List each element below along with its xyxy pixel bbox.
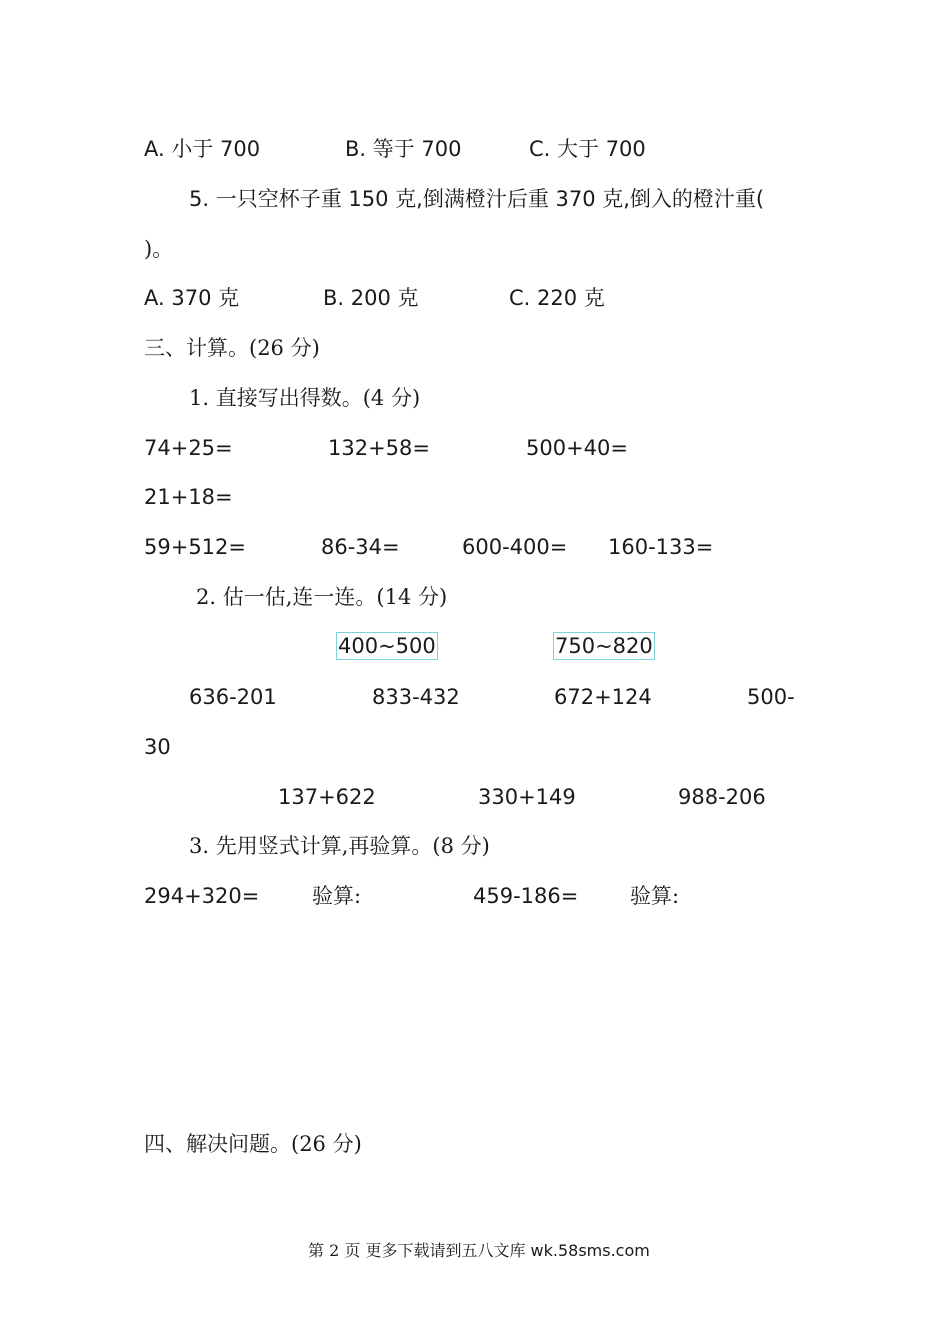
sub1-expr: 59+512= [144, 535, 246, 559]
q5-text-line2: )。 [144, 237, 174, 261]
q5-option-c: C. 220 克 [509, 286, 605, 310]
q4-option-b: B. 等于 700 [345, 137, 462, 161]
sub1-expr: 21+18= [144, 485, 233, 509]
sub3-expr2: 459-186= [473, 884, 579, 908]
q5-text-line1: 5. 一只空杯子重 150 克,倒满橙汁后重 370 克,倒入的橙汁重( [189, 187, 765, 211]
sub1-expr: 132+58= [328, 436, 430, 460]
footer [308, 1240, 650, 1262]
q4-option-a: A. 小于 700 [144, 137, 261, 161]
sub2-title: 2. 估一估,连一连。(14 分) [196, 585, 448, 609]
section3-heading: 三、计算。(26 分) [144, 336, 320, 360]
footer-site: wk.58sms.com [530, 1241, 650, 1260]
sub1-expr: 86-34= [321, 535, 400, 559]
q4-option-c: C. 大于 700 [529, 137, 646, 161]
section4-heading: 四、解决问题。(26 分) [144, 1132, 362, 1156]
sub2-expr: 137+622 [278, 785, 376, 809]
sub3-check2: 验算: [630, 884, 680, 908]
footer-page-label: 第 2 页 更多下载请到五八文库 [308, 1241, 531, 1260]
sub1-expr: 160-133= [608, 535, 714, 559]
sub2-expr: 636-201 [189, 685, 277, 709]
sub2-expr: 500- [747, 685, 795, 709]
sub1-title: 1. 直接写出得数。(4 分) [189, 386, 421, 410]
q5-option-b: B. 200 克 [323, 286, 419, 310]
sub2-expr: 330+149 [478, 785, 576, 809]
sub3-title: 3. 先用竖式计算,再验算。(8 分) [189, 834, 490, 858]
sub3-check1: 验算: [312, 884, 362, 908]
sub3-expr1: 294+320= [144, 884, 260, 908]
sub2-expr: 672+124 [554, 685, 652, 709]
sub1-expr: 600-400= [462, 535, 568, 559]
range-box-750-820: 750~820 [555, 634, 653, 658]
sub2-expr-wrap: 30 [144, 735, 171, 759]
range-box-400-500: 400~500 [338, 634, 436, 658]
sub2-expr: 833-432 [372, 685, 460, 709]
sub1-expr: 74+25= [144, 436, 233, 460]
sub2-expr: 988-206 [678, 785, 766, 809]
sub1-expr: 500+40= [526, 436, 628, 460]
q5-option-a: A. 370 克 [144, 286, 240, 310]
